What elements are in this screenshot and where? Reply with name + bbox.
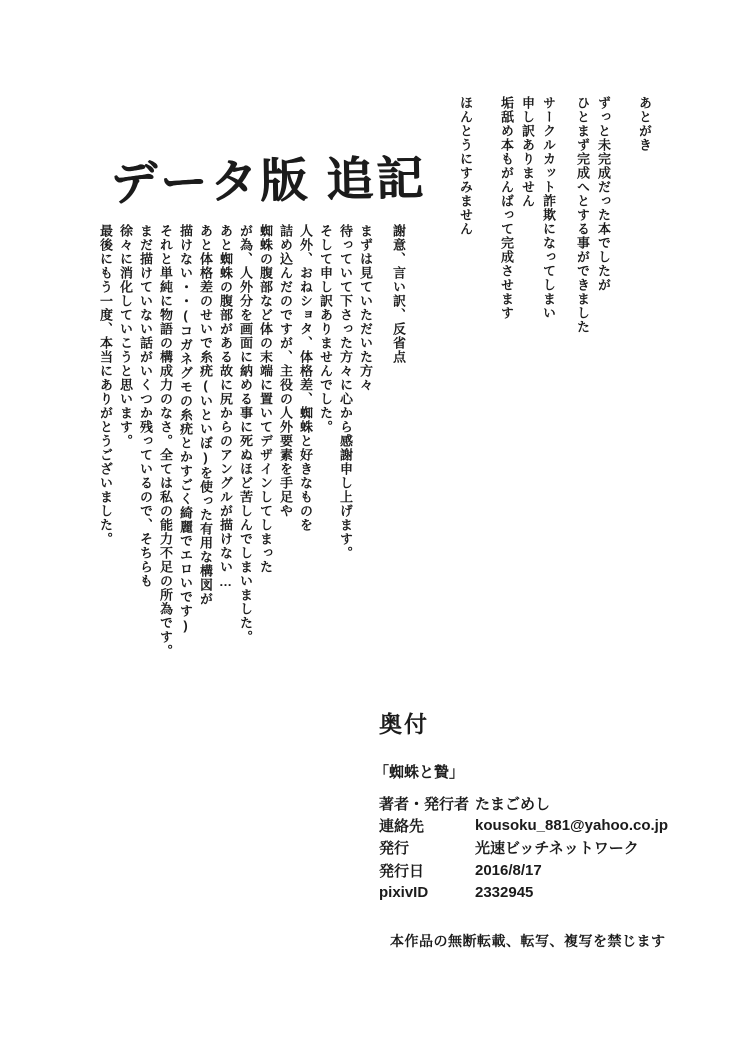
colophon-value-pixiv-id: 2332945 — [475, 884, 534, 902]
colophon-label-publisher: 発行 — [379, 840, 410, 858]
main-text-line: 人外、おねショタ、体格差、蜘蛛と好きなものを — [298, 224, 313, 532]
main-text-line: あと体格差のせいで糸疣(いといぼ)を使った有用な構図が — [198, 224, 213, 606]
colophon-row — [379, 859, 668, 881]
colophon-row — [379, 882, 668, 904]
colophon-row — [379, 837, 668, 859]
afterword-line: ほんとうにすみません — [458, 96, 473, 236]
afterword-line: ひとまず完成へとする事ができました — [575, 96, 590, 334]
copyright-notice: 本作品の無断転載、転写、複写を禁じます — [390, 933, 666, 949]
colophon-value-contact-email: kousoku_881@yahoo.co.jp — [475, 817, 669, 835]
colophon-value-author: たまごめし — [475, 795, 551, 813]
colophon-table — [379, 792, 668, 904]
main-text-line: そして申し訳ありませんでした。 — [318, 224, 333, 434]
afterword-section — [455, 96, 655, 396]
colophon-label-publish-date: 発行日 — [379, 862, 425, 880]
afterword-line: サークルカット詐欺になってしまい — [541, 96, 556, 320]
main-text-line: あと蜘蛛の腹部がある故に尻からのアングルが描けない… — [218, 224, 233, 590]
book-title: 「蜘蛛と贄」 — [374, 764, 465, 781]
colophon-value-publisher: 光速ビッチネットワーク — [475, 840, 639, 858]
main-text-line: が為、人外分を画面に納める事に死ぬほど苦しんでしまいました。 — [238, 224, 253, 644]
main-text-line: それと単純に物語の構成力のなさ。全ては私の能力不足の所為です。 — [158, 224, 173, 658]
colophon-row — [379, 792, 668, 814]
main-text-line: 描けない・・(コガネグモの糸疣とかすごく綺麗でエロいです) — [178, 224, 193, 634]
colophon-row — [379, 814, 668, 836]
main-text-line: まだ描けていない話がいくつか残っているので、そちらも — [138, 224, 153, 588]
colophon-label-pixiv-id: pixivID — [379, 884, 429, 902]
colophon-label-contact: 連絡先 — [379, 818, 425, 836]
colophon-value-publish-date: 2016/8/17 — [475, 861, 542, 879]
main-text-line: 蜘蛛の腹部など体の末端に置いてデザインしてしまった — [258, 224, 273, 574]
afterword-line: 申し訳ありません — [520, 96, 535, 208]
afterword-line: ずっと未完成だった本でしたが — [596, 96, 611, 292]
main-text-line: 徐々に消化していこうと思います。 — [118, 224, 133, 448]
afterword-line: 垢舐め本もがんばって完成させます — [499, 96, 514, 320]
main-text-heading: 謝意、言い訳、反省点 — [391, 224, 406, 364]
main-text-line: まずは見ていただいた方々 — [358, 224, 373, 392]
handwritten-title: データ版 追記 — [109, 151, 427, 210]
colophon-heading: 奥付 — [379, 711, 429, 737]
main-text-line: 詰め込んだのですが、主役の人外要素を手足や — [278, 224, 293, 518]
main-text-section — [95, 224, 408, 684]
colophon-label-author: 著者・発行者 — [379, 795, 470, 813]
main-text-line: 待っていて下さった方々に心から感謝申し上げます。 — [338, 224, 353, 560]
main-text-line: 最後にもう一度、本当にありがとうございました。 — [98, 224, 113, 546]
afterword-heading: あとがき — [637, 96, 652, 152]
